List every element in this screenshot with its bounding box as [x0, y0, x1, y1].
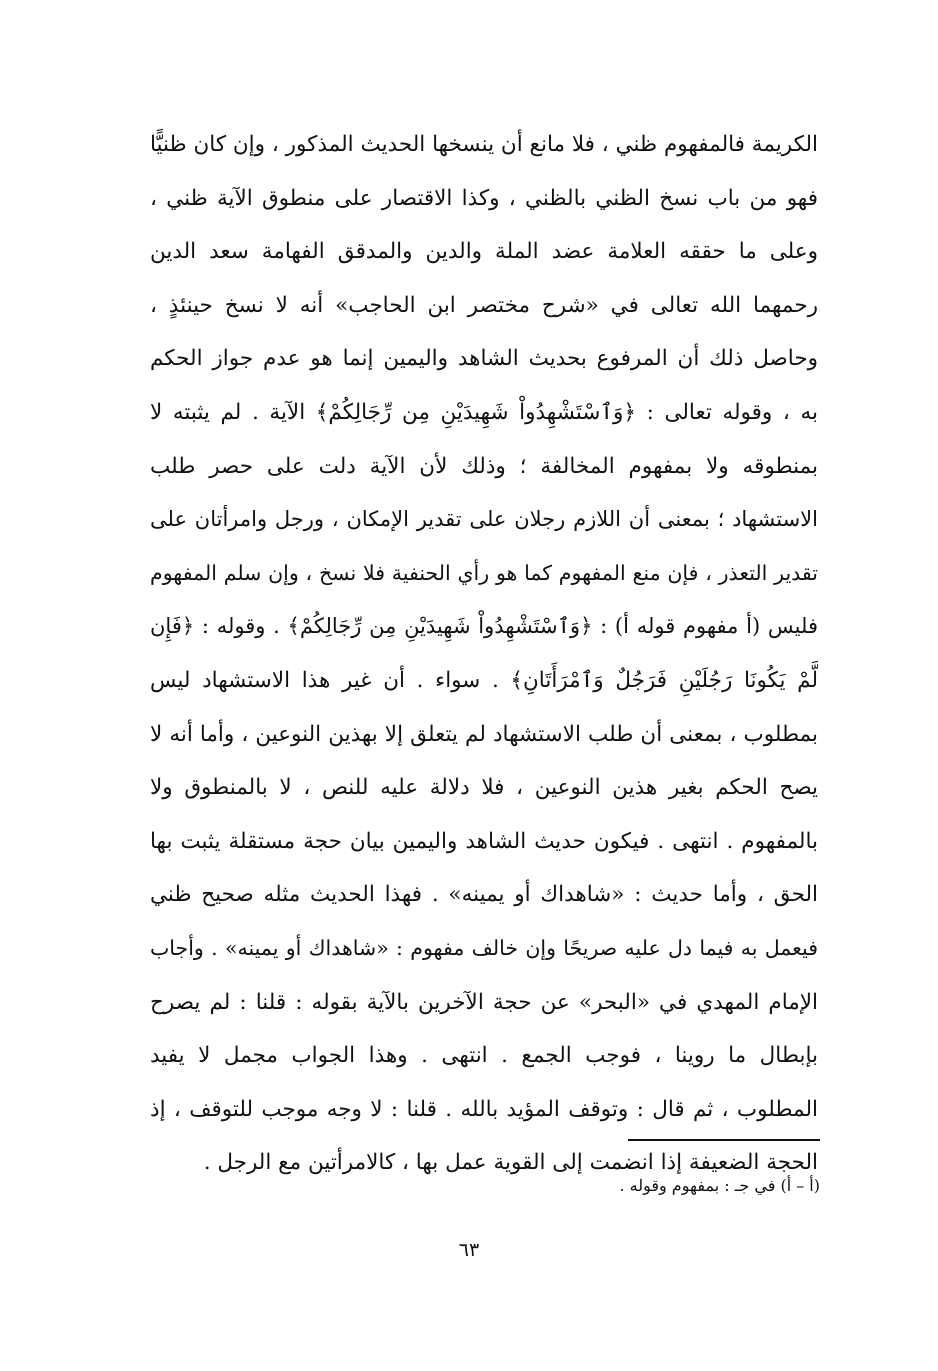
footnote-separator: [628, 1139, 820, 1141]
text-line: بمطلوب ، بمعنى أن طلب الاستشهاد لم يتعلق إلا بهذين النوعين ، وأما أنه لا: [150, 721, 818, 747]
text-line: يصح الحكم بغير هذين النوعين ، فلا دلالة عليه للنص ، لا بالمنطوق ولا: [150, 775, 818, 801]
text-line: تقدير التعذر ، فإن منع المفهوم كما هو رأي الحنفية فلا نسخ ، وإن سلم المفهوم: [150, 560, 818, 585]
footnote: (أ – أ) في جـ : بمفهوم وقوله .: [619, 1176, 820, 1195]
main-text-block: [150, 118, 818, 1190]
text-line: الإمام المهدي في «البحر» عن حجة الآخرين بالآية بقوله : قلنا : لم يصرح: [150, 989, 818, 1015]
text-line: فليس (أ مفهوم قوله أ) : ﴿وَٱسْتَشْهِدُواْ شَهِيدَيْنِ مِن رِّجَالِكُمْ﴾ . وقوله : ﴿فَإِن: [150, 614, 818, 639]
text-line: المطلوب ، ثم قال : وتوقف المؤيد بالله . قلنا : لا وجه موجب للتوقف ، إذ: [150, 1096, 818, 1122]
text-line: بمنطوقه ولا بمفهوم المخالفة ؛ وذلك لأن الآية دلت على حصر طلب: [150, 453, 818, 479]
page-number: ٦٣: [458, 1239, 480, 1261]
text-line: رحمهما الله تعالى في «شرح مختصر ابن الحاجب» أنه لا نسخ حينئذٍ ،: [150, 292, 818, 318]
text-line: الحق ، وأما حديث : «شاهداك أو يمينه» . فهذا الحديث مثله صحيح ظني: [150, 882, 818, 908]
text-line: الكريمة فالمفهوم ظني ، فلا مانع أن ينسخها الحديث المذكور ، وإن كان ظنيًّا: [150, 132, 818, 157]
text-line: وحاصل ذلك أن المرفوع بحديث الشاهد واليمين إنما هو عدم جواز الحكم: [150, 346, 818, 372]
text-line: به ، وقوله تعالى : ﴿وَٱسْتَشْهِدُواْ شَهِيدَيْنِ مِن رِّجَالِكُمْ﴾ الآية . لم يثبته لا: [150, 399, 818, 425]
text-line: لَّمْ يَكُونَا رَجُلَيْنِ فَرَجُلٌ وَٱمْرَأَتَانِ﴾ . سواء . أن غير هذا الاستشهاد ليس: [150, 667, 818, 693]
text-line: وعلى ما حققه العلامة عضد الملة والدين والمدقق الفهامة سعد الدين: [150, 239, 818, 265]
text-line: فهو من باب نسخ الظني بالظني ، وكذا الاقتصار على منطوق الآية ظني ،: [150, 185, 818, 211]
text-line: فيعمل به فيما دل عليه صريحًا وإن خالف مفهوم : «شاهداك أو يمينه» . وأجاب: [150, 935, 818, 960]
text-line: الحجة الضعيفة إذا انضمت إلى القوية عمل بها ، كالامرأتين مع الرجل .: [203, 1150, 818, 1176]
text-line: الاستشهاد ؛ بمعنى أن اللازم رجلان على تقدير الإمكان ، ورجل وامرأتان على: [150, 507, 818, 532]
text-line: بالمفهوم . انتهى . فيكون حديث الشاهد واليمين بيان حجة مستقلة يثبت بها: [150, 828, 818, 854]
text-line: بإبطال ما روينا ، فوجب الجمع . انتهى . وهذا الجواب مجمل لا يفيد: [150, 1043, 818, 1069]
